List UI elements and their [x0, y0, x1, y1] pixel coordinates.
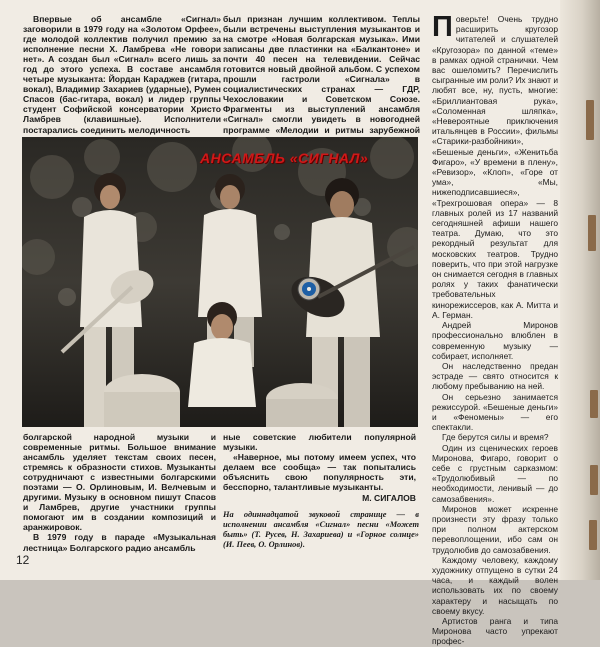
article-paragraph: Он наследственно предан эстраде — свято относится к любому пребыванию на ней. [432, 360, 558, 392]
article-paragraph: оверьте! Очень трудно расширить кругозор читателей и слушателей «Кругозора» по данной «теме» в рамках одной странички. Чем вас ошеломить? Перечислить сыгранные им роли? Их знают и любят все, ну, пусть, многие: «Бриллиантовая рука», «Соломенная шляпка», «Невероятные приключения итальянцев в России», фильмы «Старики-разбойники», «Бешеные деньги», «Женитьба Фигаро», «У времени в плену», «Ревизор», «Клоп», «Горе от ума», «Мы, нижеподписавшиеся», «Трехгрошовая опера» — 8 главных ролей из 17 названий сегодняшней афиши нашего театра. Думаю, что это рекордный результат для московских театров. Трудно поверить, что при этой нагрузке он снимается сегодня в главных ролях у таких фанатически требовательных кинорежиссеров, как А. Митта и А. Герман. [432, 14, 558, 320]
article-paragraph: «Наверное, мы потому имеем успех, что делаем все сообща» — так попытались объяснить свою популярность эти, бесспорно, талантливые музыканты. [223, 452, 416, 493]
article-paragraph: был признан лучшим коллективом. Теплы были встречены выступления музыкантов и на смотре «Новая болгарская музыка». Ими записаны две пластинки на «Балкантоне» и почти 40 песен на телевидении. Сейчас готовится новый двойной альбом. С успехом прошли гастроли «Сигнала» в социалистических странах — ГДР, Чехословакии и Советском Союзе. Фрагменты из выступлений ансамбля «Сигнал» смогли увидеть в новогодней программе «Мелодии и ритмы зарубежной [223, 14, 420, 135]
article-column-left-top [23, 14, 221, 135]
article-paragraph: В 1979 году в параде «Музыкальная лестница» Болгарского радио ансамбль [23, 532, 216, 553]
article-paragraph: Где берутся силы и время? [442, 432, 549, 443]
article-column-middle-top [223, 14, 420, 145]
dropcap-letter: П [432, 11, 453, 43]
author-signature: М. СИГАЛОВ [362, 493, 416, 504]
page-tab [588, 215, 596, 251]
page-tab [590, 465, 598, 495]
article-paragraph: Впервые об ансамбле «Сигнал» заговорили в 1979 году на «Золотом Орфее», где молодой коллектив получил премию за исполнение песни Х. Ламбрева «Не говори нет». А создан был «Сигнал» всего лишь за год до этого успеха. В составе ансамбля четыре музыканта: Йордан Караджев (гитара, вокал), Владимир Захариев (ударные), Румен Спасов (бас-гитара, вокал) и лидер группы студент Софийской консерватории Христо Ламбрев (клавишные). Исполнители постарались соединить мелодичность [23, 14, 221, 135]
article-paragraph: Он серьезно занимается режиссурой. «Бешеные деньги» и «Феномены» — его спектакли. [432, 391, 558, 433]
band-photo [22, 137, 418, 427]
page-tab [590, 390, 598, 418]
audio-page-caption: На одиннадцатой звуковой странице — в исполнении ансамбля «Сигнал» песни «Может быть» (Т. Русев, Н. Захариева) и «Горное солнце» (И. Пеев, О. Орлинов). [223, 510, 419, 549]
article-paragraph: Каждому человеку, каждому художнику отпущено в сутки 24 часа, и каждый волен использовать их по своему характеру и насыщать по своему вкусу. [432, 554, 558, 616]
band-photo-image [22, 137, 418, 427]
article-paragraph: болгарской народной музыки и современные ритмы. Большое внимание ансамбль уделяет текстам своих песен, стремясь к образности стихов. Музыканты сотрудничают с известными болгарскими поэтами — О. Орлиновым, И. Велчевым и другими. Музыку в основном пишут Спасов и Ламбрев, другие участники группы помогают им в создании композиций и аранжировок. [23, 432, 216, 533]
article-column-middle-bottom [223, 432, 416, 503]
page-number: 12 [16, 553, 30, 567]
page-tab [589, 520, 597, 550]
article-paragraph: Андрей Миронов профессионально влюблен в современную музыку — собирает, исполняет. [432, 320, 558, 361]
page-tab [586, 100, 594, 140]
article-paragraph: ные советские любители популярной музыки. [223, 432, 416, 453]
article-paragraph: Миронов может искренне произнести эту фразу только при полном актерском перевоплощении, ибо сам он трудолюбив до самозабвения. [432, 503, 558, 555]
article-paragraph: Один из сценических героев Миронова, Фигаро, говорит о себе с грустным сарказмом: «Трудолюбивый — по необходимости, ленивый — до самозабвения». [432, 442, 558, 504]
article-paragraph: Артистов ранга и типа Миронова часто упрекают профес- [432, 615, 558, 647]
photo-title: АНСАМБЛЬ «СИГНАЛ» [200, 150, 369, 166]
article-column-right [432, 11, 558, 647]
article-column-left-bottom [23, 432, 216, 553]
